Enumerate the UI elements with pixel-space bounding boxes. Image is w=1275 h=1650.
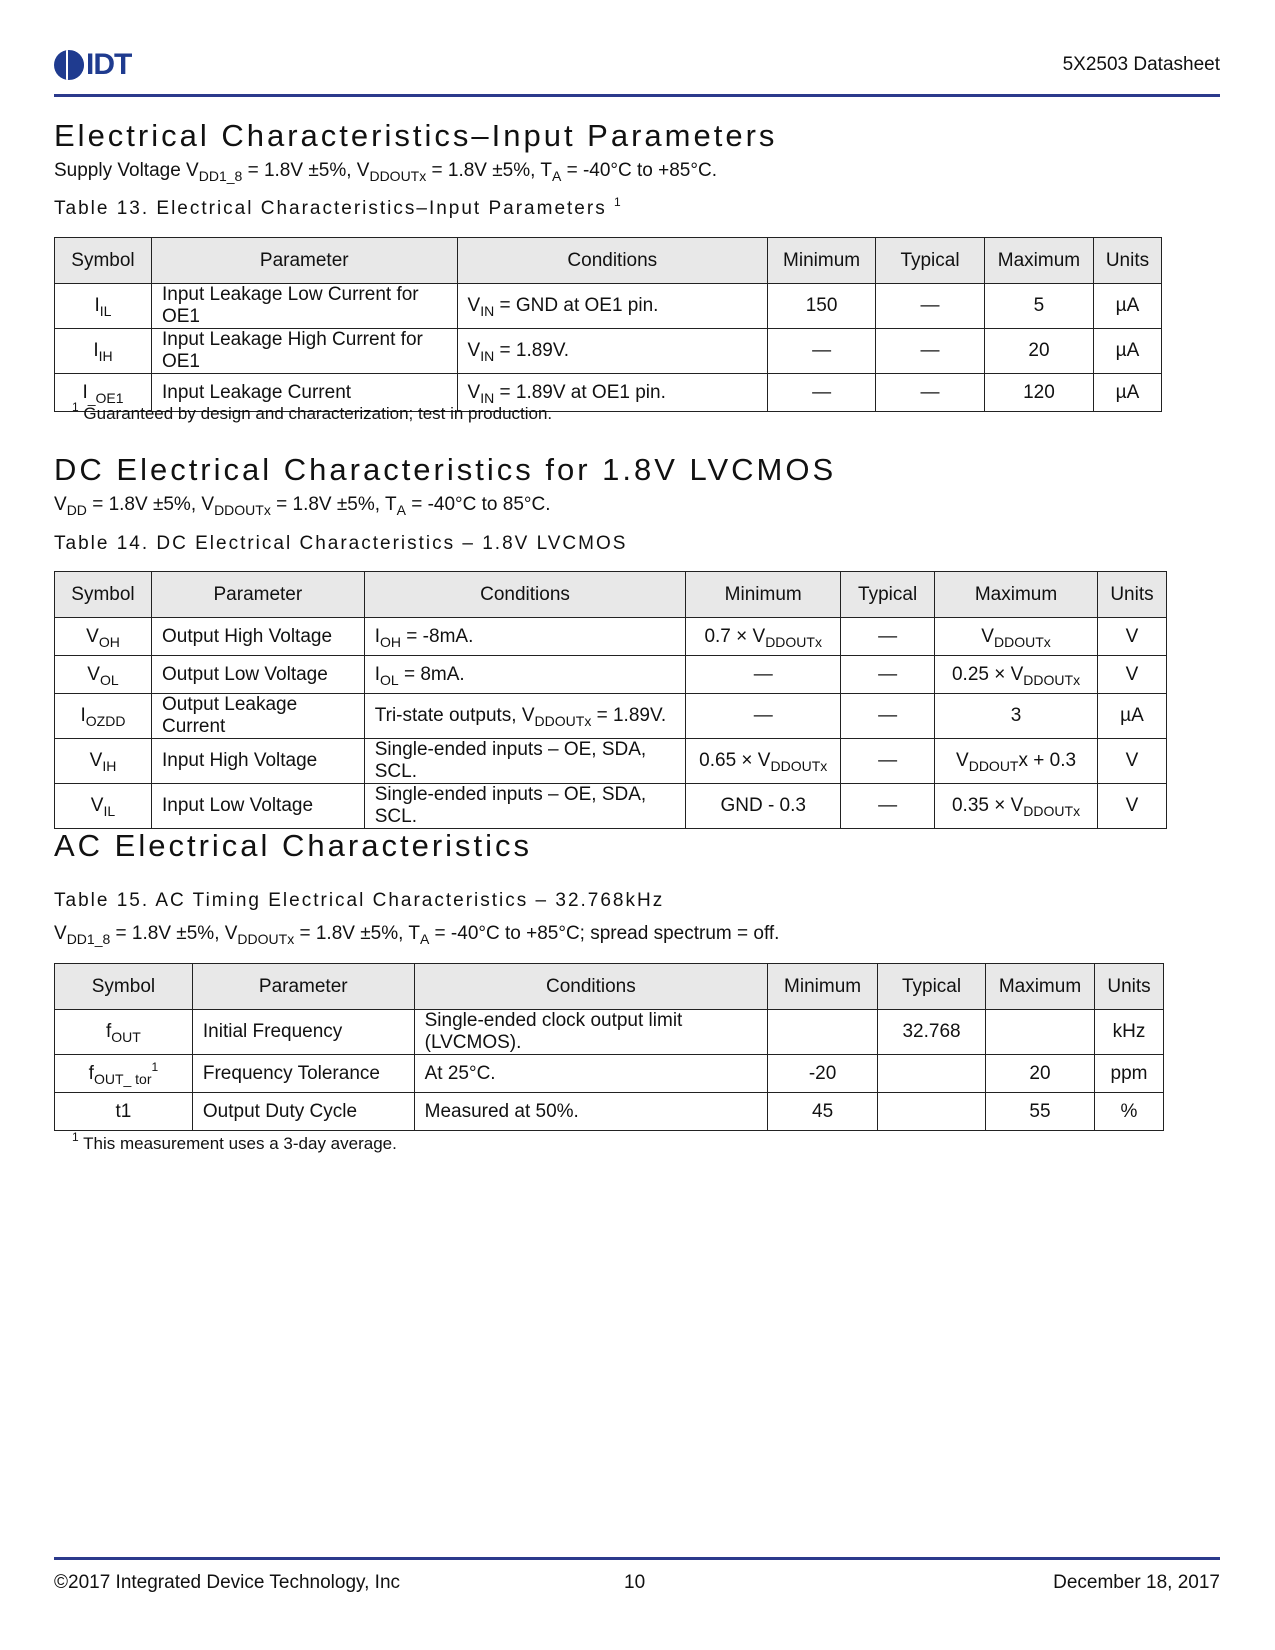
col-symbol: Symbol	[55, 572, 152, 618]
table15-footnote: $^1$ This measurement uses a 3-day average.	[72, 1130, 397, 1153]
col-symbol: Symbol	[55, 964, 193, 1010]
idt-logo	[54, 50, 131, 80]
col-typical: Typical	[876, 238, 985, 284]
header-rule	[54, 94, 1220, 97]
cell-typical	[878, 1055, 986, 1093]
col-minimum: Minimum	[768, 964, 878, 1010]
col-parameter: Parameter	[192, 964, 414, 1010]
table13-footnote: $^1$ Guaranteed by design and characterization; test in production.	[72, 400, 553, 423]
cell-parameter: Input Low Voltage	[151, 784, 364, 829]
cell-minimum: —	[768, 329, 876, 374]
col-units: Units	[1093, 238, 1161, 284]
cell-conditions: $I_{OH} = -8mA$.	[364, 618, 686, 656]
cell-conditions: At 25°C.	[414, 1055, 767, 1093]
cell-symbol: $f_{OUT\_ tor}^1$	[55, 1055, 193, 1093]
section2-conditions: $V_{DD} = 1.8V \pm 5\%$, $V_{DDOUTx} = 1.8V \pm 5\%$, $T_A = -40^\circ C$ to 85°C.	[54, 494, 551, 518]
cell-maximum: $0.25 \times V_{DDOUTx}$	[935, 656, 1098, 694]
cell-symbol: $I_{IL}$	[55, 284, 152, 329]
section3-conditions: $V_{DD1\_8} = 1.8V \pm 5\%$, $V_{DDOUTx} = 1.8V \pm 5\%$, $T_A = -40^\circ C$ to +85°C; spread spectrum = off.	[54, 923, 780, 947]
table-row	[55, 656, 1167, 694]
cell-minimum: GND - 0.3	[686, 784, 841, 829]
cell-parameter: Frequency Tolerance	[192, 1055, 414, 1093]
cell-parameter: Input Leakage High Current for OE1	[151, 329, 457, 374]
cell-conditions: Measured at 50%.	[414, 1093, 767, 1131]
cell-units: V	[1097, 656, 1166, 694]
cell-units: V	[1097, 618, 1166, 656]
col-units: Units	[1097, 572, 1166, 618]
cell-units: µA	[1097, 694, 1166, 739]
cell-typical	[878, 1093, 986, 1131]
cell-maximum: $V_{DDOUTx}$	[935, 618, 1098, 656]
table-row	[55, 739, 1167, 784]
cell-typical: —	[876, 374, 985, 412]
table-header-row	[55, 572, 1167, 618]
col-maximum: Maximum	[984, 238, 1093, 284]
table13	[54, 237, 1162, 412]
table-row	[55, 1010, 1164, 1055]
cell-symbol: $V_{IH}$	[55, 739, 152, 784]
table-row	[55, 284, 1162, 329]
cell-conditions: Single-ended inputs – OE, SDA, SCL.	[364, 784, 686, 829]
cell-maximum: 120	[984, 374, 1093, 412]
cell-symbol: t1	[55, 1093, 193, 1131]
col-maximum: Maximum	[935, 572, 1098, 618]
col-parameter: Parameter	[151, 238, 457, 284]
cell-minimum: $0.65 \times V_{DDOUTx}$	[686, 739, 841, 784]
cell-typical: —	[876, 329, 985, 374]
table-row	[55, 329, 1162, 374]
cell-symbol: $f_{OUT}$	[55, 1010, 193, 1055]
table-row	[55, 1093, 1164, 1131]
publish-date: December 18, 2017	[1053, 1572, 1220, 1593]
section2-title: DC Electrical Characteristics for 1.8V LVCMOS	[54, 452, 837, 487]
cell-minimum	[768, 1010, 878, 1055]
table14	[54, 571, 1167, 829]
cell-maximum: 20	[986, 1055, 1095, 1093]
cell-typical: —	[841, 656, 935, 694]
cell-conditions: Single-ended clock output limit (LVCMOS).	[414, 1010, 767, 1055]
col-conditions: Conditions	[364, 572, 686, 618]
cell-minimum: 45	[768, 1093, 878, 1131]
cell-maximum: 5	[984, 284, 1093, 329]
cell-units: V	[1097, 739, 1166, 784]
table-row	[55, 618, 1167, 656]
cell-units: µA	[1093, 284, 1161, 329]
col-conditions: Conditions	[457, 238, 768, 284]
idt-logo-icon	[54, 50, 84, 80]
cell-conditions: $V_{IN} = 1.89V$.	[457, 329, 768, 374]
col-units: Units	[1094, 964, 1163, 1010]
col-parameter: Parameter	[151, 572, 364, 618]
cell-maximum	[986, 1010, 1095, 1055]
col-symbol: Symbol	[55, 238, 152, 284]
table-header-row	[55, 238, 1162, 284]
table-header-row	[55, 964, 1164, 1010]
cell-minimum: —	[768, 374, 876, 412]
cell-units: ppm	[1094, 1055, 1163, 1093]
cell-parameter: Input Leakage Current	[151, 374, 457, 412]
section3-title: AC Electrical Characteristics	[54, 828, 533, 863]
copyright: ©2017 Integrated Device Technology, Inc	[54, 1572, 401, 1593]
cell-parameter: Input Leakage Low Current for OE1	[151, 284, 457, 329]
cell-units: V	[1097, 784, 1166, 829]
cell-maximum: 20	[984, 329, 1093, 374]
col-minimum: Minimum	[686, 572, 841, 618]
col-minimum: Minimum	[768, 238, 876, 284]
cell-maximum: 3	[935, 694, 1098, 739]
col-typical: Typical	[878, 964, 986, 1010]
cell-parameter: Output Leakage Current	[151, 694, 364, 739]
cell-minimum: —	[686, 656, 841, 694]
cell-parameter: Output Duty Cycle	[192, 1093, 414, 1131]
cell-symbol: $V_{OL}$	[55, 656, 152, 694]
cell-parameter: Output Low Voltage	[151, 656, 364, 694]
cell-minimum: 150	[768, 284, 876, 329]
cell-typical: —	[841, 618, 935, 656]
logo-text: IDT	[86, 48, 132, 81]
table-row	[55, 1055, 1164, 1093]
cell-typical: —	[841, 694, 935, 739]
col-maximum: Maximum	[986, 964, 1095, 1010]
cell-conditions: Single-ended inputs – OE, SDA, SCL.	[364, 739, 686, 784]
cell-minimum: -20	[768, 1055, 878, 1093]
table15-caption: Table 15. AC Timing Electrical Characteristics – 32.768kHz	[54, 890, 665, 911]
table-row	[55, 784, 1167, 829]
section1-title: Electrical Characteristics–Input Parameters	[54, 118, 778, 153]
cell-symbol: $I_{\_OE1}$	[55, 374, 152, 412]
cell-symbol: $I_{OZDD}$	[55, 694, 152, 739]
cell-conditions: $V_{IN} = 1.89V$ at OE1 pin.	[457, 374, 768, 412]
table14-caption: Table 14. DC Electrical Characteristics – 1.8V LVCMOS	[54, 533, 628, 554]
cell-conditions: Tri-state outputs, $V_{DDOUTx} = 1.89V$.	[364, 694, 686, 739]
table15	[54, 963, 1164, 1131]
table-row	[55, 694, 1167, 739]
cell-parameter: Input High Voltage	[151, 739, 364, 784]
page-footer	[54, 1560, 1220, 1600]
cell-minimum: $0.7 \times V_{DDOUTx}$	[686, 618, 841, 656]
cell-typical: 32.768	[878, 1010, 986, 1055]
cell-parameter: Output High Voltage	[151, 618, 364, 656]
cell-units: %	[1094, 1093, 1163, 1131]
cell-symbol: $V_{IL}$	[55, 784, 152, 829]
cell-maximum: $0.35 \times V_{DDOUTx}$	[935, 784, 1098, 829]
cell-units: kHz	[1094, 1010, 1163, 1055]
cell-typical: —	[876, 284, 985, 329]
doc-title: 5X2503 Datasheet	[1062, 54, 1220, 75]
section1-conditions: Supply Voltage $V_{DD1\_8} = 1.8V \pm 5\%$, $V_{DDOUTx} = 1.8V \pm 5\%$, $T_A = -40^\circ C$ to +85°C.	[54, 160, 717, 184]
cell-typical: —	[841, 739, 935, 784]
page-number: 10	[624, 1572, 646, 1593]
cell-maximum: $V_{DDOUT}x + 0.3$	[935, 739, 1098, 784]
cell-symbol: $V_{OH}$	[55, 618, 152, 656]
cell-maximum: 55	[986, 1093, 1095, 1131]
cell-units: µA	[1093, 374, 1161, 412]
cell-minimum: —	[686, 694, 841, 739]
table13-caption: Table 13. Electrical Characteristics–Input Parameters $^1$	[54, 195, 623, 219]
col-conditions: Conditions	[414, 964, 767, 1010]
page-header	[54, 44, 1220, 94]
cell-conditions: $I_{OL} = 8mA$.	[364, 656, 686, 694]
cell-parameter: Initial Frequency	[192, 1010, 414, 1055]
col-typical: Typical	[841, 572, 935, 618]
cell-typical: —	[841, 784, 935, 829]
cell-units: µA	[1093, 329, 1161, 374]
cell-conditions: $V_{IN}$ = GND at OE1 pin.	[457, 284, 768, 329]
cell-symbol: $I_{IH}$	[55, 329, 152, 374]
